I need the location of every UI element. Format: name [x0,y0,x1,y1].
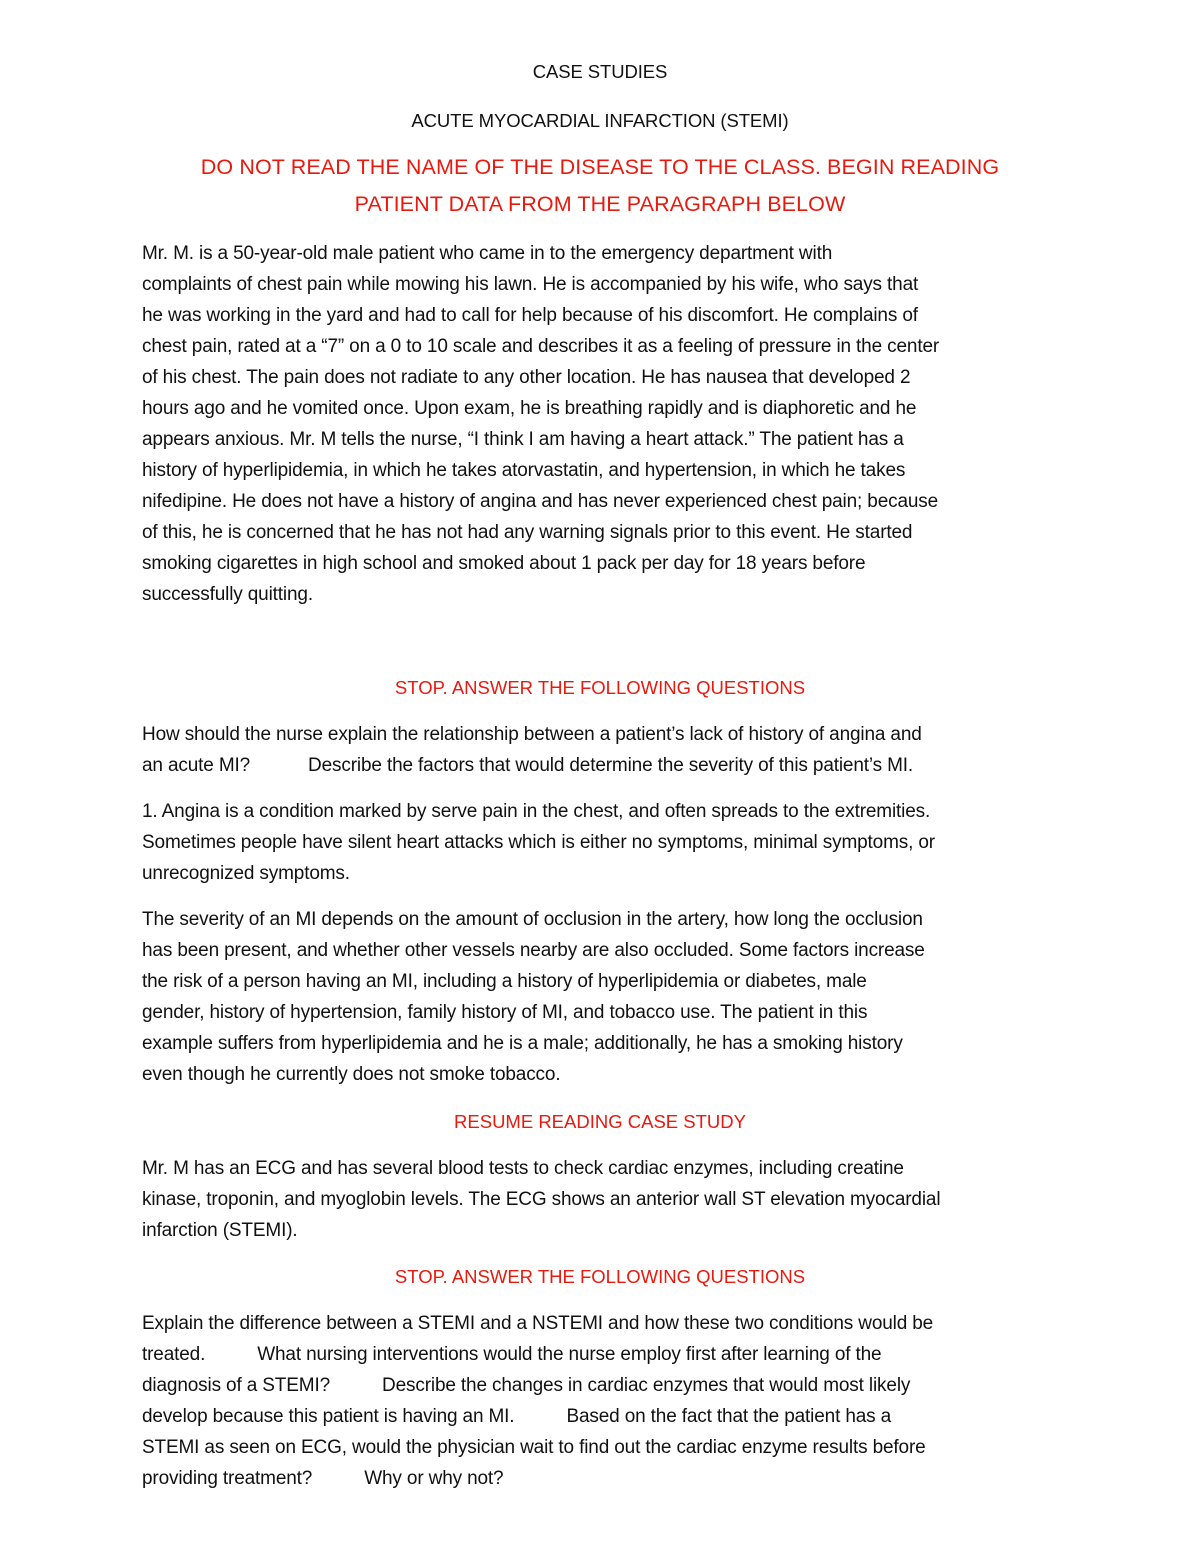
case-text-line: infarction (STEMI). [142,1220,298,1241]
case-text-line: successfully quitting. [142,584,313,605]
warning-line: DO NOT READ THE NAME OF THE DISEASE TO THE CLASS. BEGIN READING [200,155,1000,179]
answer-line: has been present, and whether other vessels nearby are also occluded. Some factors increase [142,940,925,961]
case-text-line: nifedipine. He does not have a history of angina and has never experienced chest pain; because [142,491,939,512]
case-text-line: he was working in the yard and had to call for help because of his discomfort. He complains of [142,305,918,326]
case-text-line: kinase, troponin, and myoglobin levels. The ECG shows an anterior wall ST elevation myocardial [142,1189,941,1210]
question-text: Describe the changes in cardiac enzymes that would most likely [382,1375,911,1396]
document-title: CASE STUDIES [532,61,668,82]
answer-line: Sometimes people have silent heart attacks which is either no symptoms, minimal symptoms, or [142,832,935,853]
document-subtitle: ACUTE MYOCARDIAL INFARCTION (STEMI) [411,110,789,131]
case-text-line: of this, he is concerned that he has not had any warning signals prior to this event. He started [142,522,913,543]
case-text-line: smoking cigarettes in high school and smoked about 1 pack per day for 18 years before [142,553,866,574]
stop-heading: STOP. ANSWER THE FOLLOWING QUESTIONS [394,677,806,698]
case-text-line: hours ago and he vomited once. Upon exam, he is breathing rapidly and is diaphoretic and he [142,398,917,419]
stop-heading: STOP. ANSWER THE FOLLOWING QUESTIONS [394,1266,806,1287]
case-text-line: chest pain, rated at a “7” on a 0 to 10 scale and describes it as a feeling of pressure in the center [142,336,940,357]
case-text-line: Mr. M. is a 50-year-old male patient who came in to the emergency department with [142,243,833,264]
question-line: Explain the difference between a STEMI and a NSTEMI and how these two conditions would be [142,1313,934,1334]
answer-line: even though he currently does not smoke tobacco. [142,1064,561,1085]
answer-line: The severity of an MI depends on the amount of occlusion in the artery, how long the occlusion [142,909,923,930]
question-text: providing treatment? [142,1468,313,1489]
question-text: an acute MI? [142,755,251,776]
question-line: How should the nurse explain the relationship between a patient’s lack of history of angina and [142,724,922,745]
case-text-line: of his chest. The pain does not radiate to any other location. He has nausea that developed 2 [142,367,911,388]
answer-line: 1. Angina is a condition marked by serve pain in the chest, and often spreads to the extremities. [142,801,931,822]
question-text: develop because this patient is having an MI. [142,1406,515,1427]
question-line [142,1375,910,1397]
resume-heading: RESUME READING CASE STUDY [454,1111,746,1132]
answer-line: example suffers from hyperlipidemia and he is a male; additionally, he has a smoking history [142,1033,903,1054]
answer-line: unrecognized symptoms. [142,863,350,884]
question-text: Based on the fact that the patient has a [566,1406,892,1427]
question-text: What nursing interventions would the nurse employ first after learning of the [257,1344,882,1365]
case-text-line: complaints of chest pain while mowing his lawn. He is accompanied by his wife, who says that [142,274,919,295]
question-line [142,1344,881,1366]
answer-line: gender, history of hypertension, family history of MI, and tobacco use. The patient in this [142,1002,868,1023]
question-line [142,1468,503,1490]
case-text-line: appears anxious. Mr. M tells the nurse, “I think I am having a heart attack.” The patient has a [142,429,904,450]
question-text: treated. [142,1344,206,1365]
warning-line: PATIENT DATA FROM THE PARAGRAPH BELOW [354,192,846,216]
question-text: diagnosis of a STEMI? [142,1375,331,1396]
question-line: STEMI as seen on ECG, would the physician wait to find out the cardiac enzyme results before [142,1437,926,1458]
answer-line: the risk of a person having an MI, including a history of hyperlipidemia or diabetes, male [142,971,867,992]
question-text: Why or why not? [364,1468,504,1489]
case-text-line: history of hyperlipidemia, in which he takes atorvastatin, and hypertension, in which he takes [142,460,906,481]
question-line [142,755,913,777]
case-text-line: Mr. M has an ECG and has several blood tests to check cardiac enzymes, including creatine [142,1158,904,1179]
question-line [142,1406,891,1428]
question-text: Describe the factors that would determine the severity of this patient’s MI. [308,755,914,776]
